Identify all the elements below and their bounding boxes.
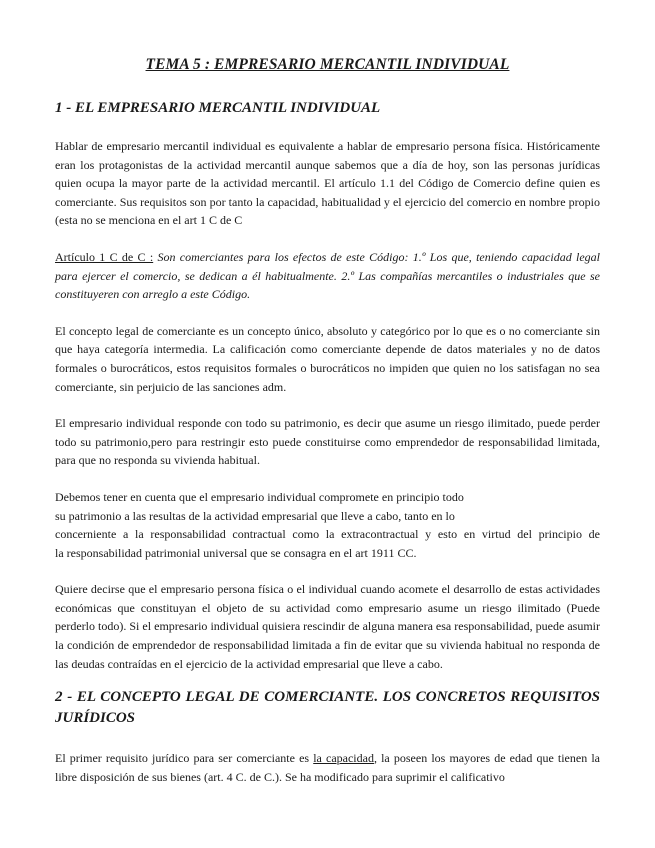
section-1-paragraph-4: El empresario individual responde con todo su patrimonio, es decir que asume un riesgo ilimitado, puede perder todo su patrimonio,pero para restringir esto puede constituirse como emprendedor de responsabilidad limitada, para que no responda su vivienda habitual. xyxy=(55,416,600,468)
section-2-p1-before: El primer requisito jurídico para ser comerciante es xyxy=(55,751,314,766)
section-1-paragraph-1: Hablar de empresario mercantil individual es equivalente a hablar de empresario persona física. Históricamente eran los protagonistas de la actividad mercantil aunque sabemos que a día de hoy, son las personas jurídicas quien ocupa la mayor parte de la actividad mercantil. El artículo 1.1 del Código de Comercio define quien es comerciante. Sus requisitos son por tanto la capacidad, habitualidad y el ejercicio del comercio en nombre propio (esta no se menciona en el art 1 C de C xyxy=(55,139,600,228)
capacity-term: la capacidad xyxy=(313,751,374,766)
section-1-paragraph-3: El concepto legal de comerciante es un concepto único, absoluto y categórico por lo que es o no comerciante sin que haya categoría intermedia. La calificación como comerciante depende de datos materiales y no de datos formales o burocráticos, estos requisitos formales o burocráticos no impiden que quien no los satisfagan no sea comerciante, sin perjuicio de las sanciones adm. xyxy=(55,323,600,394)
section-2-heading: 2 - EL CONCEPTO LEGAL DE COMERCIANTE. LOS CONCRETOS REQUISITOS JURÍDICOS xyxy=(55,689,600,727)
paragraph-5-line-1: Debemos tener en cuenta que el empresario individual compromete en principio todo xyxy=(55,489,464,504)
paragraph-5-line-3: concerniente a la responsabilidad contractual como la extracontractual y esto en virtud del principio de xyxy=(55,527,600,542)
section-1-paragraph-6: Quiere decirse que el empresario persona física o el individual cuando acomete el desarrollo de estas actividades económicas que constituyan el objeto de su actividad como empresario asume un riesgo ilimitado (Puede perderlo todo). Si el empresario individual quisiera rescindir de alguna manera esa responsabilidad, puede asumir la condición de emprendedor de responsabilidad limitada a fin de evitar que su vivienda habitual no responda de las deudas contraídas en el ejercicio de la actividad empresarial que lleve a cabo. xyxy=(55,582,600,671)
paragraph-5-line-2: su patrimonio a las resultas de la actividad empresarial que lleve a cabo, tanto en lo xyxy=(55,508,455,523)
section-2-p1-after: , la poseen los mayores de edad que tienen la libre disposición de sus bienes (art. 4 C. de C.). Se ha modificado para suprimir el calificativo xyxy=(55,751,600,784)
section-1-heading: 1 - EL EMPRESARIO MERCANTIL INDIVIDUAL xyxy=(55,100,381,116)
section-1-paragraph-5 xyxy=(55,488,600,562)
article-text: Son comerciantes para los efectos de este Código: 1.º Los que, teniendo capacidad legal para ejercer el comercio, se dedican a él habitualmente. 2.º Las compañías mercantiles o industriales que se constituyeren con arreglo a este Código. xyxy=(55,249,600,302)
document-title: TEMA 5 : EMPRESARIO MERCANTIL INDIVIDUAL xyxy=(145,56,510,73)
paragraph-5-line-4: la responsabilidad patrimonial universal que se consagra en el art 1911 CC. xyxy=(55,545,417,560)
article-quote-paragraph xyxy=(55,248,600,304)
article-label: Artículo 1 C de C : xyxy=(55,249,154,264)
section-2-paragraph-1 xyxy=(55,749,600,786)
